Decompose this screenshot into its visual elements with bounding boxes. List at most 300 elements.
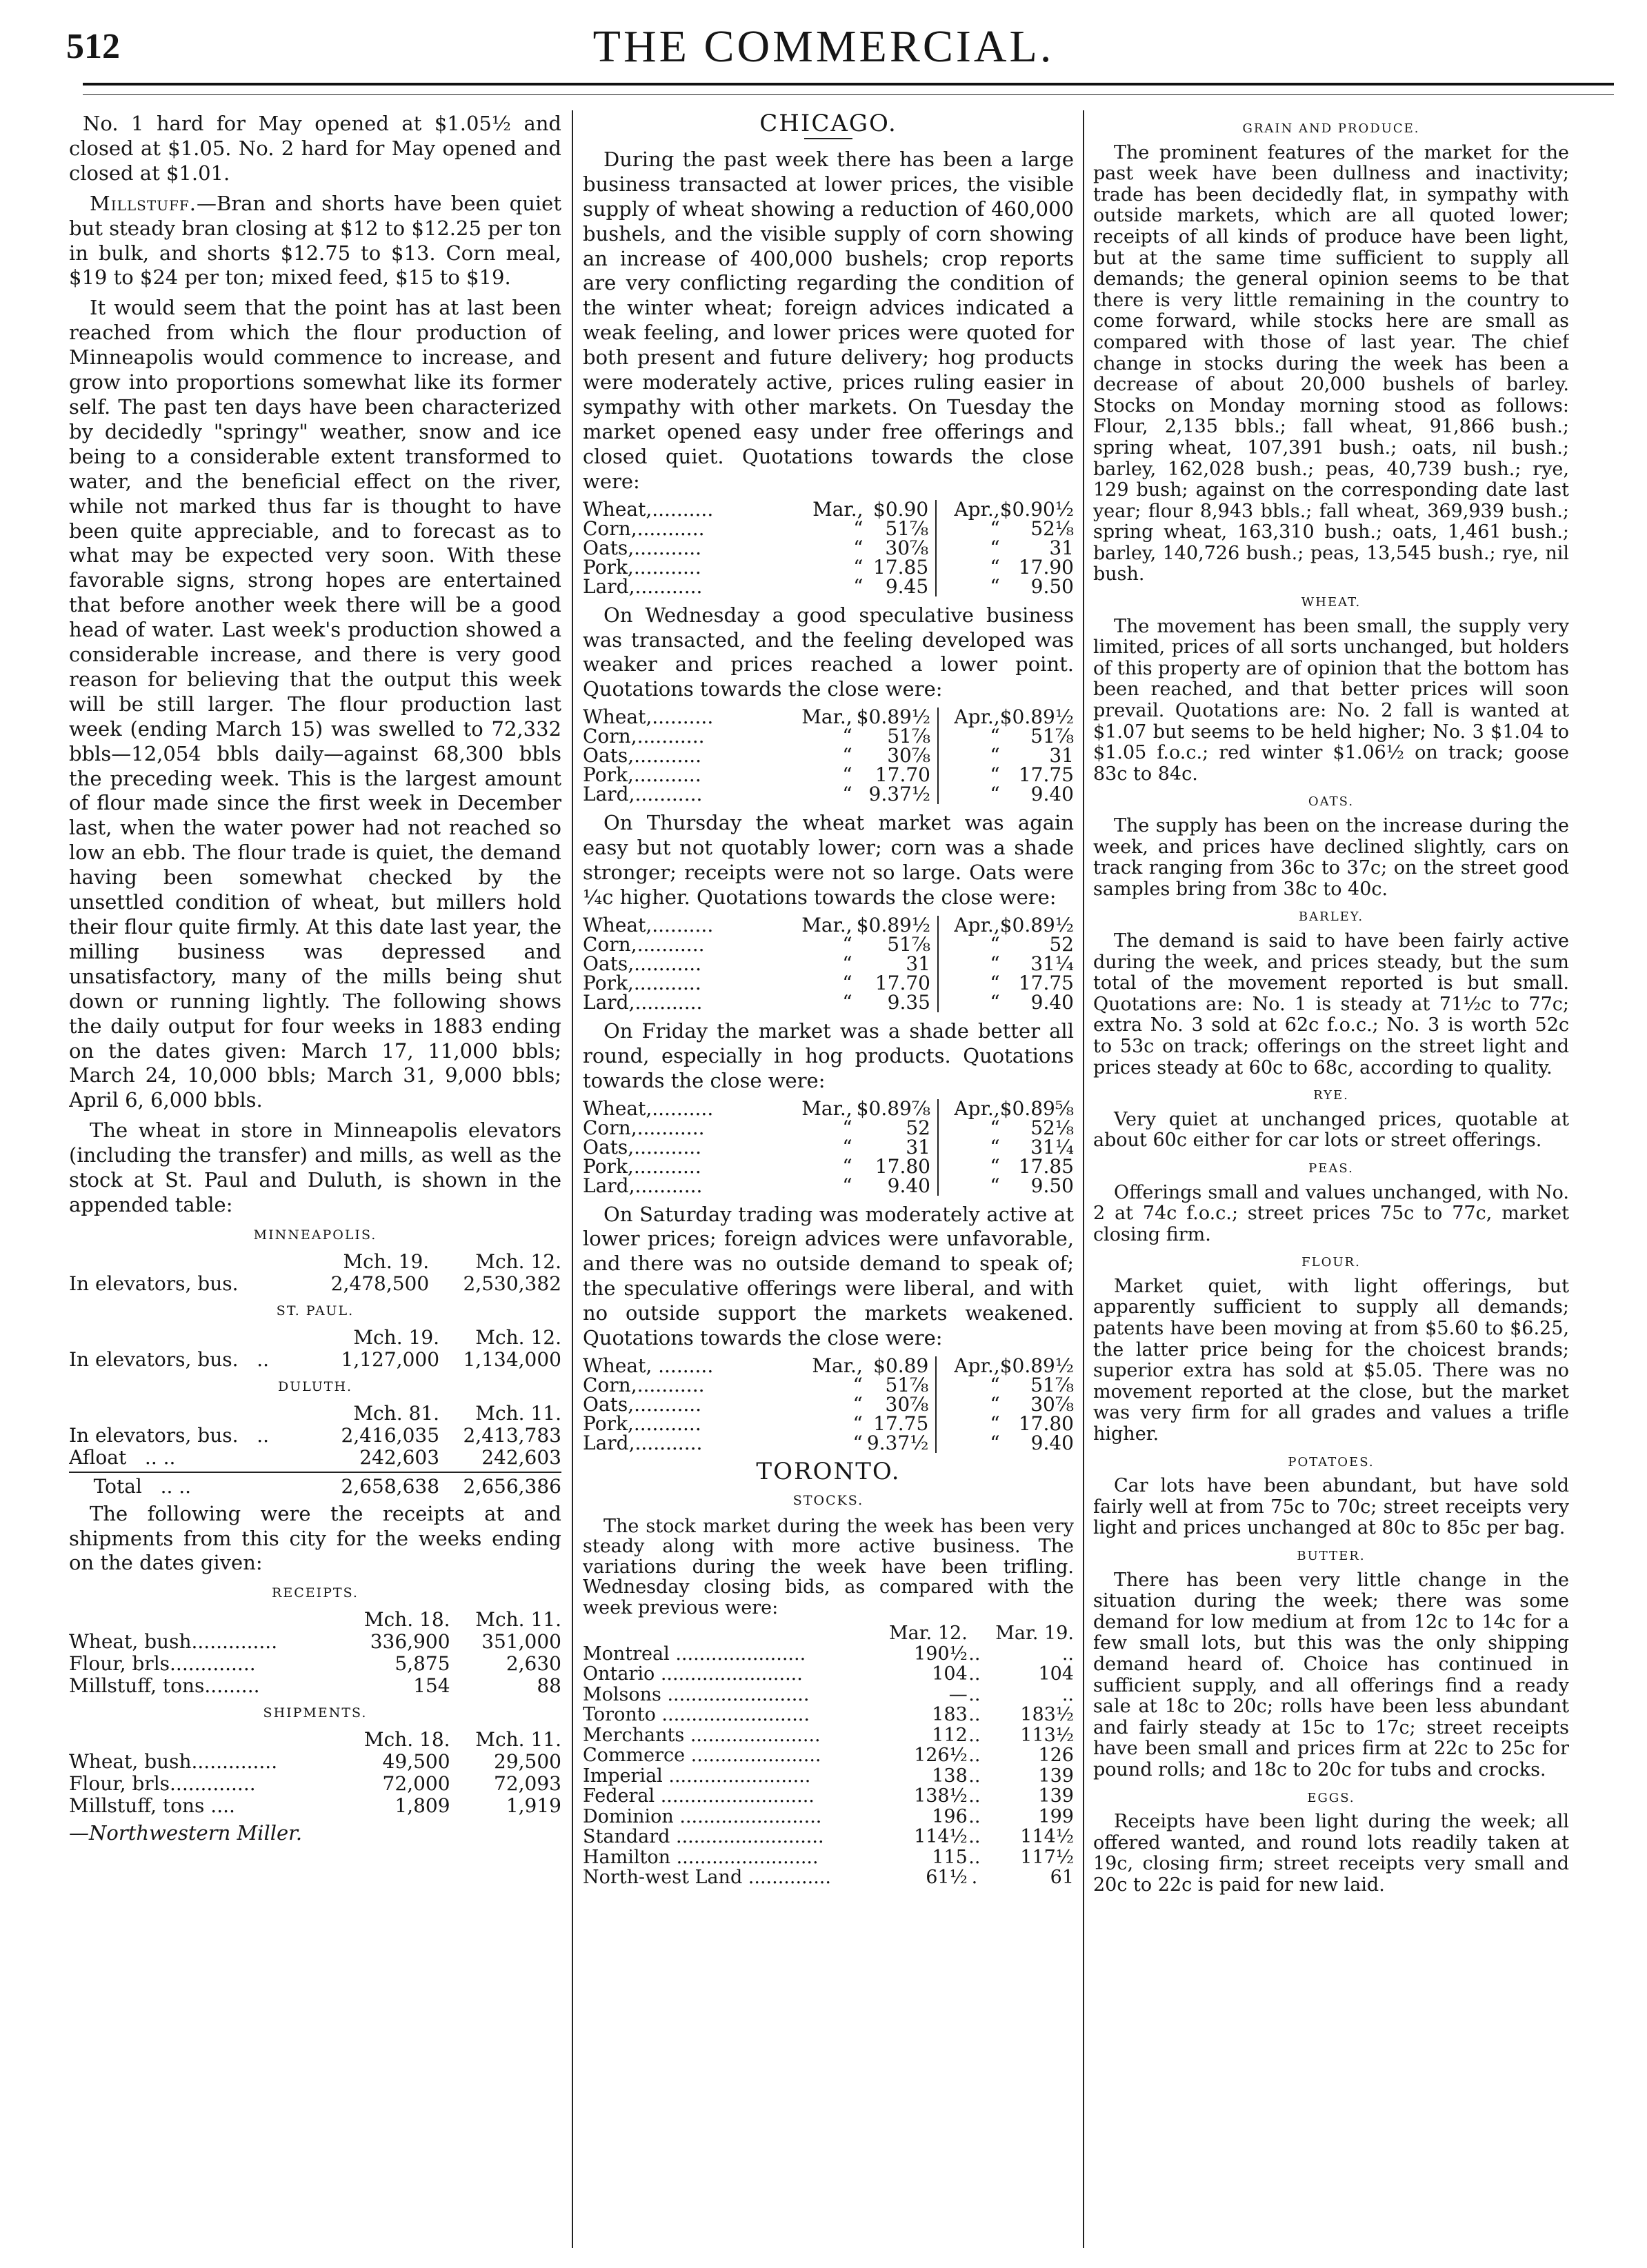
bank-cell: Imperial ........................ (583, 1765, 811, 1787)
bank-cell: 183 (932, 1704, 968, 1726)
quotation-cell: 17.90 (1018, 555, 1074, 579)
paragraph (69, 192, 561, 291)
paragraph: There has been very little change in the situation during the week; there was some demand for low medium at from 12c to 14c for a few small lots, but this was the only shipping demand heard of. Choice has continued in sufficient supply, and all offerings find a ready sale at 18c to 20c; rolls have been less abundant and fairly steady at 15c to 17c; street receipts have been small and prices firm at 22c to 25c for pound rolls; and 18c to 20c for tubs and crocks. (1093, 1569, 1569, 1780)
quotation-cell: Mar., (801, 1096, 852, 1120)
bank-cell: Ontario ........................ (583, 1663, 803, 1685)
bank-row (583, 1685, 1074, 1705)
quotation-cell: Wheat,.......... (583, 497, 714, 521)
quotation-row (583, 1176, 1074, 1196)
quotation-row (583, 1414, 1074, 1434)
column-header: Mch. 19. (353, 1325, 440, 1349)
bank-cell: 113½ (1020, 1724, 1074, 1746)
bank-row (583, 1705, 1074, 1725)
bank-stock-table (583, 1623, 1074, 1888)
quotation-cell: $0.89 (867, 1356, 936, 1376)
column-header: Mch. 18. (363, 1608, 450, 1632)
quotation-cell: 9.40 (1030, 1432, 1074, 1454)
table-heading: MINNEAPOLIS. (253, 1227, 377, 1243)
quotation-cell: 17.80 (1018, 1412, 1074, 1435)
quotation-cell: 51⅞ (867, 1376, 936, 1395)
bank-row (583, 1766, 1074, 1787)
row-label: Afloat .. .. (69, 1445, 176, 1469)
quotation-cell: $0.89⅞ (857, 1099, 938, 1118)
shipments-table (69, 1729, 561, 1817)
quotation-cell: 17.75 (867, 1414, 936, 1434)
quotation-row (583, 1118, 1074, 1138)
table-heading: SHIPMENTS. (263, 1705, 368, 1721)
quotation-cell: $0.90½ (999, 497, 1074, 521)
cell-value: 154 (413, 1674, 450, 1698)
bank-cell: .. (1061, 1683, 1074, 1705)
row-label: Flour, brls.............. (69, 1772, 256, 1796)
quotation-cell: “ (990, 932, 1000, 956)
quotation-row (583, 519, 1074, 539)
paragraph: The following were the receipts at and shipments from this city for the weeks ending on the dates given: (69, 1501, 561, 1575)
section-heading: FLOUR. (1301, 1255, 1361, 1270)
quotation-cell: Wheat, ......... (583, 1354, 714, 1377)
bank-cell: .. (968, 1785, 981, 1807)
quotation-cell: “ (990, 990, 1000, 1014)
quotation-cell: 9.50 (1030, 574, 1074, 598)
quotation-cell: 51⅞ (857, 727, 938, 746)
quotation-cell: Corn,........... (583, 1116, 705, 1139)
quotation-cell: “ (990, 1374, 1000, 1396)
column-header: Mch. 11. (475, 1728, 561, 1752)
column-header: Mch. 12. (475, 1250, 561, 1273)
quotation-row (583, 746, 1074, 765)
bank-cell: .. (968, 1683, 981, 1705)
quotation-cell: 9.37½ (867, 1434, 936, 1453)
quotation-cell: 9.40 (1030, 990, 1074, 1014)
cell-value: 72,093 (494, 1772, 561, 1796)
quotation-cell: 31¼ (1030, 1135, 1074, 1158)
quotation-cell: 30⅞ (867, 1395, 936, 1414)
quotation-table (583, 1096, 1074, 1197)
quotation-cell: “ (990, 1412, 1000, 1435)
quotation-row (583, 539, 1074, 558)
subsection-heading: STOCKS. (792, 1492, 864, 1508)
paragraph: The wheat in store in Minneapolis elevators (including the transfer) and mills, as well as the stock at St. Paul and Duluth, is shown in the appended table: (69, 1118, 561, 1216)
quotation-cell: “ (853, 536, 864, 559)
quotation-cell: “ (990, 555, 1000, 579)
column-header: Mch. 11. (475, 1401, 561, 1425)
section-heading-toronto: TORONTO. (756, 1458, 901, 1485)
bank-cell: Federal .......................... (583, 1785, 815, 1807)
paragraph: On Saturday trading was moderately active at lower prices; foreign advices were unfavorable, and there was no outside demand to speak of; the speculative offerings were liberal, and with no outside support the markets weakened. Quotations towards the close were: (583, 1202, 1074, 1350)
quotation-cell: 9.50 (1030, 1174, 1074, 1197)
bank-cell: . (971, 1867, 978, 1889)
quotation-cell: “ (990, 952, 1000, 975)
quotation-cell: “ (990, 1393, 1000, 1416)
column-middle (583, 112, 1074, 2249)
section-heading: EGGS. (1307, 1790, 1355, 1805)
quotation-cell: “ (990, 1135, 1000, 1158)
quotation-cell: 51⅞ (1030, 725, 1074, 748)
bank-cell: Merchants ...................... (583, 1724, 821, 1746)
quotation-cell: 9.40 (857, 1176, 938, 1196)
quotation-cell: “ (852, 1432, 863, 1454)
receipts-table (69, 1609, 561, 1697)
bank-cell: .. (968, 1846, 981, 1868)
bank-cell: 114½ (1020, 1826, 1074, 1848)
quotation-cell: Oats,........... (583, 1393, 702, 1416)
row-label: In elevators, bus. (69, 1272, 239, 1295)
column-right (1093, 112, 1569, 2249)
cell-value: 2,656,386 (463, 1474, 561, 1498)
bank-cell: .. (968, 1663, 981, 1685)
paragraph: The movement has been small, the supply very limited, prices of all sorts unchanged, but holders of this property are of opinion that the bottom has been reached, and that better prices will soon prevail. Quotations are: No. 2 fall is wanted at $1.07 but seems to be held higher; No. 3 $1.04 to $1.05 f.o.c.; red winter $1.06½ on track; goose 83c to 84c. (1093, 615, 1569, 785)
page-header (0, 0, 1647, 83)
cell-value: 1,127,000 (341, 1347, 440, 1371)
quotation-cell: “ (842, 932, 852, 956)
quotation-cell: 30⅞ (1030, 1393, 1074, 1416)
quotation-cell: 30⅞ (857, 746, 938, 765)
bank-cell: 190½ (914, 1643, 968, 1665)
bank-cell: 126½ (914, 1745, 968, 1767)
quotation-cell: “ (842, 725, 852, 748)
paragraph: It would seem that the point has at last been reached from which the flour production of Minneapolis would commence to increase, and grow into proportions somewhat like its former self. The past ten days have been characterized by decidedly "springy" weather, snow and ice being to a considerable extent transformed to water, and the beneficial effect on the river, while not marked thus far is thought to have been quite appreciable, and to forecast as to what may be expected very soon. With these favorable signs, strong hopes are entertained that before another week there will be a good head of water. Last week's production showed a considerable increase, and there is very good reason for believing that the output this week will be still larger. The flour production last week (ending March 15) was swelled to 72,332 bbls—12,054 bbls daily—against 68,300 bbls the preceding week. This is the largest amount of flour made since the first week in December last, when the water power had not reached so low an ebb. The flour trade is quiet, the demand having been somewhat checked by the unsettled condition of wheat, but millers hold their flour quite firmly. At this date last year, the milling business was depressed and unsatisfactory, many of the mills being shut down or running lightly. The following shows the daily output for four weeks in 1883 ending on the dates given: March 17, 11,000 bbls; March 24, 10,000 bbls; March 31, 9,000 bbls; April 6, 6,000 bbls. (69, 296, 561, 1112)
column-header: Mch. 18. (363, 1728, 450, 1752)
bank-cell: 138 (932, 1765, 968, 1787)
quotation-cell: “ (853, 574, 864, 598)
bank-cell: 104 (932, 1663, 968, 1685)
quotation-cell: “ (842, 990, 852, 1014)
bank-cell: .. (968, 1643, 981, 1665)
quotation-table (583, 913, 1074, 1014)
quotation-cell: “ (990, 744, 1000, 767)
quotation-cell: “ (842, 763, 852, 787)
cell-value: 49,500 (382, 1750, 450, 1774)
quotation-row (583, 1395, 1074, 1414)
quotation-cell: “ (990, 1116, 1000, 1139)
bank-cell: 61 (1050, 1867, 1074, 1889)
quotation-cell: Pork,........... (583, 971, 701, 994)
bank-cell: 61½ (926, 1867, 968, 1889)
quotation-cell: “ (842, 952, 852, 975)
quotation-cell: 31¼ (1030, 952, 1074, 975)
bank-row (583, 1786, 1074, 1807)
bank-row (583, 1725, 1074, 1746)
quotation-cell: $0.89½ (999, 913, 1074, 936)
quotation-cell: 31 (1049, 536, 1074, 559)
quotation-cell: Lard,........... (583, 783, 703, 806)
column-divider (1083, 110, 1084, 2248)
quotation-row (583, 765, 1074, 785)
paragraph: The demand is said to have been fairly active during the week, and prices steady, but the sum total of the movement reported is but small. Quotations are: No. 1 is steady at 71½c to 77c; extra No. 3 sold at 62c f.o.c.; No. 3 is worth 52c to 53c on track; offerings on the street light and prices steady at 60c to 68c, according to quality. (1093, 930, 1569, 1078)
paragraph: The stock market during the week has been very steady along with more active business. The variations during the week have been trifling. Wednesday closing bids, as compared with the week previous were: (583, 1515, 1074, 1618)
section-heading: BUTTER. (1297, 1549, 1366, 1563)
quotation-row (583, 916, 1074, 935)
quotation-row (583, 1157, 1074, 1176)
cell-value: 1,919 (506, 1794, 561, 1818)
bank-cell: Toronto ......................... (583, 1704, 810, 1726)
paragraph: Receipts have been light during the week; all offered wanted, and round lots readily taken at 19c, closing firm; street receipts very small and 20c to 22c is paid for new laid. (1093, 1811, 1569, 1896)
cell-value: 351,000 (481, 1630, 561, 1654)
quotation-cell: Lard,........... (583, 1432, 703, 1454)
bank-row (583, 1847, 1074, 1868)
bank-cell: 138½ (914, 1785, 968, 1807)
quotation-cell: Corn,........... (583, 516, 705, 540)
quotation-cell: Lard,........... (583, 574, 703, 598)
paragraph: On Wednesday a good speculative business was transacted, and the feeling developed was weaker and prices reached a lower point. Quotations towards the close were: (583, 603, 1074, 701)
quotation-row (583, 1356, 1074, 1376)
section-heading: POTATOES. (1288, 1454, 1375, 1469)
quotation-cell: Pork,........... (583, 763, 701, 787)
paragraph: On Friday the market was a shade better all round, especially in hog products. Quotations towards the close were: (583, 1018, 1074, 1092)
bank-row (583, 1827, 1074, 1847)
quotation-cell: “ (990, 783, 1000, 806)
total-rule (69, 1472, 561, 1473)
column-header: Mch. 12. (475, 1325, 561, 1349)
quotation-cell: Apr., (954, 705, 1000, 729)
quotation-cell: “ (852, 1412, 863, 1435)
quotation-cell: 31 (857, 1138, 938, 1157)
quotation-cell: Mar., (812, 1354, 863, 1377)
quotation-cell: 17.85 (868, 558, 937, 577)
bank-row (583, 1807, 1074, 1827)
header-rule (83, 83, 1614, 86)
heading-rule (804, 138, 852, 139)
quotation-cell: Oats,........... (583, 1135, 702, 1158)
quotation-cell: 51⅞ (1030, 1374, 1074, 1396)
quotation-cell: Pork,........... (583, 555, 701, 579)
paragraph: Market quiet, with light offerings, but apparently sufficient to supply all demands; patents have been moving at from $5.60 to $6.25, the latter price being for the choicest brands; superior extra has sold at $5.05. There was no movement reported at the close, but the market was very firm for all grades and values a trifle higher. (1093, 1275, 1569, 1445)
quotation-cell: “ (852, 1374, 863, 1396)
quotation-cell: 51⅞ (868, 519, 937, 539)
paragraph: The supply has been on the increase during the week, and prices have declined slightly, cars on track ranging from 36c to 37c; on the street good samples bring from 38c to 40c. (1093, 815, 1569, 900)
quotation-cell: “ (990, 536, 1000, 559)
cell-value: 29,500 (494, 1750, 561, 1774)
column-header: Mch. 11. (475, 1608, 561, 1632)
quotation-row (583, 727, 1074, 746)
table-heading: DULUTH. (277, 1378, 353, 1394)
quotation-cell: 9.45 (868, 577, 937, 596)
bank-cell: 139 (1038, 1765, 1074, 1787)
quotation-cell: “ (990, 971, 1000, 994)
paragraph: On Thursday the wheat market was again easy but not quotably lower; corn was a shade stronger; receipts were not so large. Oats were ¼c higher. Quotations towards the close were: (583, 811, 1074, 909)
bank-row (583, 1745, 1074, 1766)
quotation-row (583, 500, 1074, 519)
quotation-table (583, 1356, 1074, 1453)
quotation-cell: 17.75 (1018, 971, 1074, 994)
bank-cell: .. (968, 1745, 981, 1767)
quotation-cell: Corn,........... (583, 1374, 705, 1396)
quotation-cell: Apr., (954, 913, 1000, 936)
quotation-cell: Pork,........... (583, 1154, 701, 1178)
bank-cell: 126 (1038, 1745, 1074, 1767)
page-number: 512 (66, 27, 120, 66)
quotation-table (583, 497, 1074, 598)
quotation-cell: Pork,........... (583, 1412, 701, 1435)
quotation-cell: “ (853, 555, 864, 579)
quotation-cell: “ (990, 574, 1000, 598)
quotation-cell: 17.80 (857, 1157, 938, 1176)
quotation-cell: “ (990, 1154, 1000, 1178)
column-left (69, 112, 561, 2249)
quotation-cell: “ (842, 1135, 852, 1158)
bank-cell: .. (968, 1805, 981, 1827)
quotation-cell: Mar., (801, 913, 852, 936)
quotation-cell: 17.70 (857, 765, 938, 785)
quotation-row (583, 1138, 1074, 1157)
quotation-cell: Oats,........... (583, 744, 702, 767)
quotation-cell: Wheat,.......... (583, 913, 714, 936)
quotation-row (583, 577, 1074, 596)
cell-value: 1,809 (395, 1794, 450, 1818)
quotation-cell: $0.89½ (999, 1354, 1074, 1377)
bank-cell: Montreal ...................... (583, 1643, 806, 1665)
masthead-title: THE COMMERCIAL. (592, 21, 1055, 72)
column-header: Mch. 81. (353, 1401, 440, 1425)
section-heading: GRAIN AND PRODUCE. (1242, 121, 1420, 136)
quotation-cell: Mar., (812, 497, 864, 521)
paragraph: Offerings small and values unchanged, with No. 2 at 74c f.o.c.; street prices 75c to 77c, market closing firm. (1093, 1181, 1569, 1245)
quotation-cell: $0.90 (868, 500, 937, 519)
bank-cell: 199 (1038, 1805, 1074, 1827)
quotation-cell: “ (990, 516, 1000, 540)
quotation-cell: “ (842, 1174, 852, 1197)
quotation-cell: 30⅞ (868, 539, 937, 558)
bank-cell: .. (968, 1765, 981, 1787)
stock-table-minneapolis (69, 1251, 561, 1295)
paragraph: No. 1 hard for May opened at $1.05½ and closed at $1.05. No. 2 hard for May opened and closed at $1.01. (69, 112, 561, 185)
cell-value: 2,530,382 (463, 1272, 561, 1295)
quotation-row (583, 1376, 1074, 1395)
quotation-cell: 17.75 (1018, 763, 1074, 787)
bank-cell: Dominion ........................ (583, 1805, 822, 1827)
quotation-row (583, 935, 1074, 954)
quotation-cell: “ (842, 1116, 852, 1139)
row-label: Millstuff, tons .... (69, 1794, 235, 1818)
quotation-cell: Lard,........... (583, 990, 703, 1014)
quotation-cell: Lard,........... (583, 1174, 703, 1197)
bank-cell: Commerce ...................... (583, 1745, 821, 1767)
column-header: Mar. 19. (995, 1623, 1074, 1645)
table-heading: RECEIPTS. (272, 1585, 359, 1601)
bank-cell: 115 (932, 1846, 968, 1868)
quotation-row (583, 558, 1074, 577)
cell-value: 2,658,638 (341, 1474, 440, 1498)
quotation-cell: 52⅛ (1030, 516, 1074, 540)
quotation-row (583, 1099, 1074, 1118)
quotation-table (583, 705, 1074, 806)
bank-cell: 104 (1038, 1663, 1074, 1685)
section-heading: BARLEY. (1298, 910, 1364, 925)
quotation-cell: “ (842, 783, 852, 806)
bank-cell: North-west Land .............. (583, 1867, 831, 1889)
bank-cell: .. (968, 1826, 981, 1848)
quotation-cell: 52⅛ (1030, 1116, 1074, 1139)
quotation-cell: “ (853, 516, 864, 540)
paragraph: The prominent features of the market for the past week have been dullness and inactivity; trade has been decidedly flat, in sympathy with outside markets, which are all quoted lower; receipts of all kinds of produce have been light, but at the same time sufficient to supply all demands; the general opinion seems to be that there is very little remaining in the country to come forward, while stocks here are small as compared with those of last year. The chief change in stocks during the week has been a decrease of about 20,000 bushels of barley. Stocks on Monday morning stood as follows: Flour, 2,135 bbls.; fall wheat, 91,866 bush.; spring wheat, 107,391 bush.; oats, nil bush.; barley, 162,028 bush.; peas, 40,739 bush.; rye, 129 bush; against on the corresponding date last year; flour 8,943 bbls.; fall wheat, 369,939 bush.; spring wheat, 163,310 bush.; oats, 1,461 bush.; barley, 140,726 bush.; peas, 13,545 bush.; rye, nil bush. (1093, 141, 1569, 585)
cell-value: 336,900 (370, 1630, 450, 1654)
quotation-cell: Oats,........... (583, 536, 702, 559)
quotation-cell: “ (842, 744, 852, 767)
row-label: In elevators, bus. .. (69, 1423, 270, 1447)
bank-cell: .. (968, 1704, 981, 1726)
bank-cell: 196 (932, 1805, 968, 1827)
quotation-cell: “ (990, 763, 1000, 787)
quotation-cell: $0.89½ (857, 708, 938, 727)
quotation-row (583, 708, 1074, 727)
section-heading: OATS. (1308, 794, 1355, 810)
cell-value: 88 (537, 1674, 561, 1698)
bank-cell: .. (1061, 1643, 1074, 1665)
quotation-cell: 17.85 (1018, 1154, 1074, 1178)
paragraph: During the past week there has been a large business transacted at lower prices, the visible supply of wheat showing a reduction of 460,000 bushels, and the visible supply of corn showing an increase of 400,000 bushels; crop reports are very conflicting regarding the condition of the winter wheat; foreign advices indicated a weak feeling, and lower prices were quoted for both present and future delivery; hog products were moderately active, prices ruling easier in sympathy with other markets. On Tuesday the market opened easy under free offerings and closed quiet. Quotations towards the close were: (583, 147, 1074, 493)
bank-cell: 117½ (1020, 1846, 1074, 1868)
section-heading-chicago: CHICAGO. (759, 112, 897, 137)
cell-value: 2,478,500 (330, 1272, 430, 1295)
bank-cell: 114½ (914, 1826, 968, 1848)
bank-row (583, 1644, 1074, 1665)
section-heading: RYE. (1313, 1088, 1349, 1103)
quotation-cell: “ (842, 971, 852, 994)
bank-cell: 112 (932, 1724, 968, 1746)
quotation-cell: “ (842, 1154, 852, 1178)
cell-value: 2,630 (506, 1652, 561, 1676)
cell-value: 242,603 (359, 1445, 440, 1469)
quotation-cell: Corn,........... (583, 932, 705, 956)
row-label: Total .. .. (93, 1474, 192, 1498)
cell-value: 2,413,783 (463, 1423, 561, 1447)
quotation-cell: 52 (1049, 932, 1074, 956)
header-rule-thin (83, 94, 1614, 95)
cell-value: 2,416,035 (341, 1423, 440, 1447)
cell-value: 1,134,000 (463, 1347, 561, 1371)
column-header: Mar. 12. (888, 1623, 968, 1645)
quotation-cell: 9.37½ (857, 785, 938, 804)
quotation-cell: Wheat,.......... (583, 705, 714, 729)
lead-in: Millstuff. (90, 191, 197, 215)
cell-value: 5,875 (395, 1652, 450, 1676)
stock-table-duluth (69, 1403, 561, 1498)
quotation-cell: 9.40 (1030, 783, 1074, 806)
quotation-row (583, 785, 1074, 804)
row-label: Millstuff, tons......... (69, 1674, 260, 1698)
stock-table-stpaul (69, 1327, 561, 1371)
quotation-cell: Oats,........... (583, 952, 702, 975)
quotation-cell: Apr., (954, 1096, 1000, 1120)
quotation-cell: Apr., (954, 497, 1000, 521)
quotation-cell: Mar., (801, 705, 852, 729)
quotation-cell: $0.89⅝ (999, 1096, 1074, 1120)
quotation-cell: Corn,........... (583, 725, 705, 748)
quotation-cell: “ (990, 1174, 1000, 1197)
paragraph: Very quiet at unchanged prices, quotable at about 60c either for car lots or street offerings. (1093, 1108, 1569, 1152)
cell-value: 72,000 (382, 1772, 450, 1796)
quotation-row (583, 993, 1074, 1012)
quotation-cell: $0.89½ (999, 705, 1074, 729)
quotation-cell: 31 (857, 954, 938, 974)
bank-cell: .. (968, 1724, 981, 1746)
quotation-cell: Wheat,.......... (583, 1096, 714, 1120)
quotation-cell: Apr., (954, 1354, 1000, 1377)
bank-cell: — (948, 1683, 968, 1705)
quotation-cell: 17.70 (857, 974, 938, 993)
section-heading: WHEAT. (1301, 595, 1361, 610)
paragraph: Car lots have been abundant, but have sold fairly well at from 75c to 70c; street receipts very light and prices unchanged at 80c to 85c per bag. (1093, 1475, 1569, 1539)
bank-row (583, 1664, 1074, 1685)
paragraph-text: —Bran and shorts have been quiet but steady bran closing at $12 to $12.25 per ton in bulk, and shorts $12.75 to $13. Corn meal, $19 to $24 per ton; mixed feed, $15 to $19. (69, 191, 561, 290)
source-credit: —Northwestern Miller. (69, 1821, 303, 1845)
bank-cell: Standard ......................... (583, 1826, 824, 1848)
quotation-cell: “ (990, 1432, 1000, 1454)
bank-cell: Hamilton ........................ (583, 1846, 819, 1868)
quotation-cell: “ (852, 1393, 863, 1416)
quotation-cell: “ (990, 725, 1000, 748)
section-heading: PEAS. (1308, 1161, 1354, 1176)
